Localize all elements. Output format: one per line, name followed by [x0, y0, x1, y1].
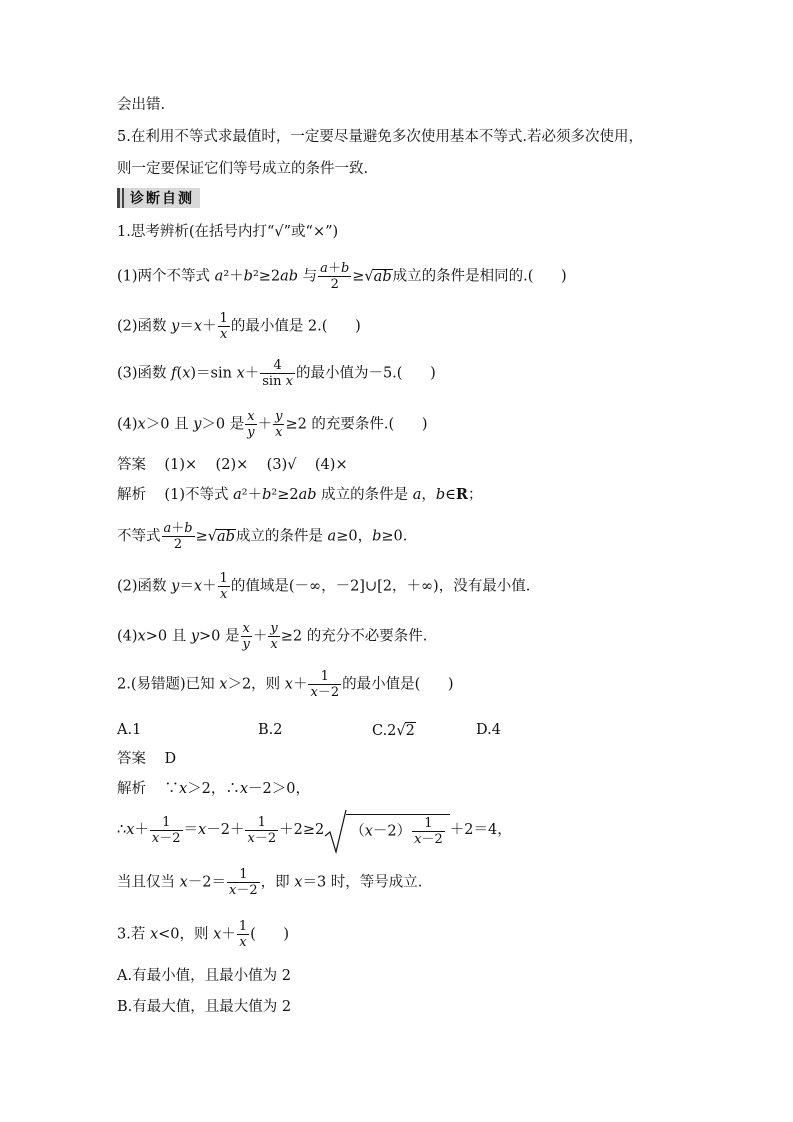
q1-analysis-1: 解析 (1)不等式 a²＋b²≥2ab 成立的条件是 a，b∈R；: [117, 486, 483, 503]
q2-analysis-2: ∴x＋ $\frac{1}{x-2}$ ＝x－2＋ $\frac{1}{x-2}$ ＋2≥2 （x－2） $\frac{1}{x-2}$ ＋2＝4，: [117, 814, 512, 846]
q2-analysis-3: 当且仅当 x－2＝ $\frac{1}{x-2}$ ，即 x＝3 时，等号成立.: [117, 867, 423, 898]
intro-line-2: 5.在利用不等式求最值时，一定要尽量避免多次使用基本不等式.若必须多次使用，: [117, 129, 643, 145]
q2-answer: D: [164, 751, 177, 767]
answer-label: 答案: [117, 751, 146, 767]
q1-stem: 1.思考辨析(在括号内打“√”或“×”): [117, 224, 339, 240]
section-bar-icon: [117, 188, 120, 208]
q1-item-4: (4)x＞0 且 y＞0 是 $\frac{x}{y}$ ＋ $\frac{y}{x}$ ≥2 的充要条件.( ): [117, 409, 428, 440]
q2-option-c: C.2√2: [372, 723, 415, 739]
q2-option-b: B.2: [258, 722, 283, 738]
section-title: 诊断自测: [130, 191, 194, 207]
q1-analysis-4: (4)x>0 且 y>0 是 $\frac{x}{y}$ ＋ $\frac{y}{x}$ ≥2 的充分不必要条件.: [117, 621, 428, 652]
q2-answer-row: [117, 752, 176, 767]
q1-answer-row: 答案 (1)× (2)× (3)√ (4)×: [117, 457, 348, 473]
q1-item-1: (1)两个不等式 a²＋b²≥2ab 与 $\frac{a+b}{2}$ ≥√ab成立的条件是相同的.( ): [117, 261, 567, 292]
intro-line-3: 则一定要保证它们等号成立的条件一致.: [117, 161, 369, 177]
q1-item-3: (3)函数 f(x)＝sin x＋ $\frac{4}{\text{sin x}}$ 的最小值为－5.( ): [117, 358, 436, 389]
q3-stem: 3.若 x<0，则 x＋ $\frac{1}{x}$ ( ): [117, 919, 290, 950]
analysis-label: 解析: [117, 487, 146, 503]
intro-line-1: 会出错.: [117, 97, 166, 113]
q1-analysis-2: 不等式 $\frac{a+b}{2}$ ≥√ab成立的条件是 a≥0，b≥0.: [117, 521, 408, 552]
q1-item-2: (2)函数 y＝x＋ $\frac{1}{x}$ 的最小值是 2.( ): [117, 311, 361, 342]
q1-analysis-3: (2)函数 y＝x＋ $\frac{1}{x}$ 的值域是(－∞，－2]∪[2，＋∞)，没有最小值.: [117, 571, 531, 602]
q3-option-a: A.有最小值，且最小值为 2: [117, 968, 291, 984]
q2-option-d: D.4: [476, 722, 501, 738]
section-header: [117, 188, 200, 208]
q2-option-a: A.1: [117, 722, 142, 738]
q2-analysis-1: 解析 ∵x＞2，∴x－2＞0，: [117, 781, 310, 797]
answer-label: 答案: [117, 457, 146, 473]
q3-option-b: B.有最大值，且最大值为 2: [117, 999, 292, 1015]
section-bar-icon: [122, 188, 124, 208]
q2-stem: 2.(易错题)已知 x＞2，则 x＋ $\frac{1}{x-2}$ 的最小值是( ): [117, 669, 454, 700]
sqrt-icon: （x－2） $\frac{1}{x-2}$: [324, 814, 450, 846]
analysis-label: 解析: [117, 781, 146, 797]
